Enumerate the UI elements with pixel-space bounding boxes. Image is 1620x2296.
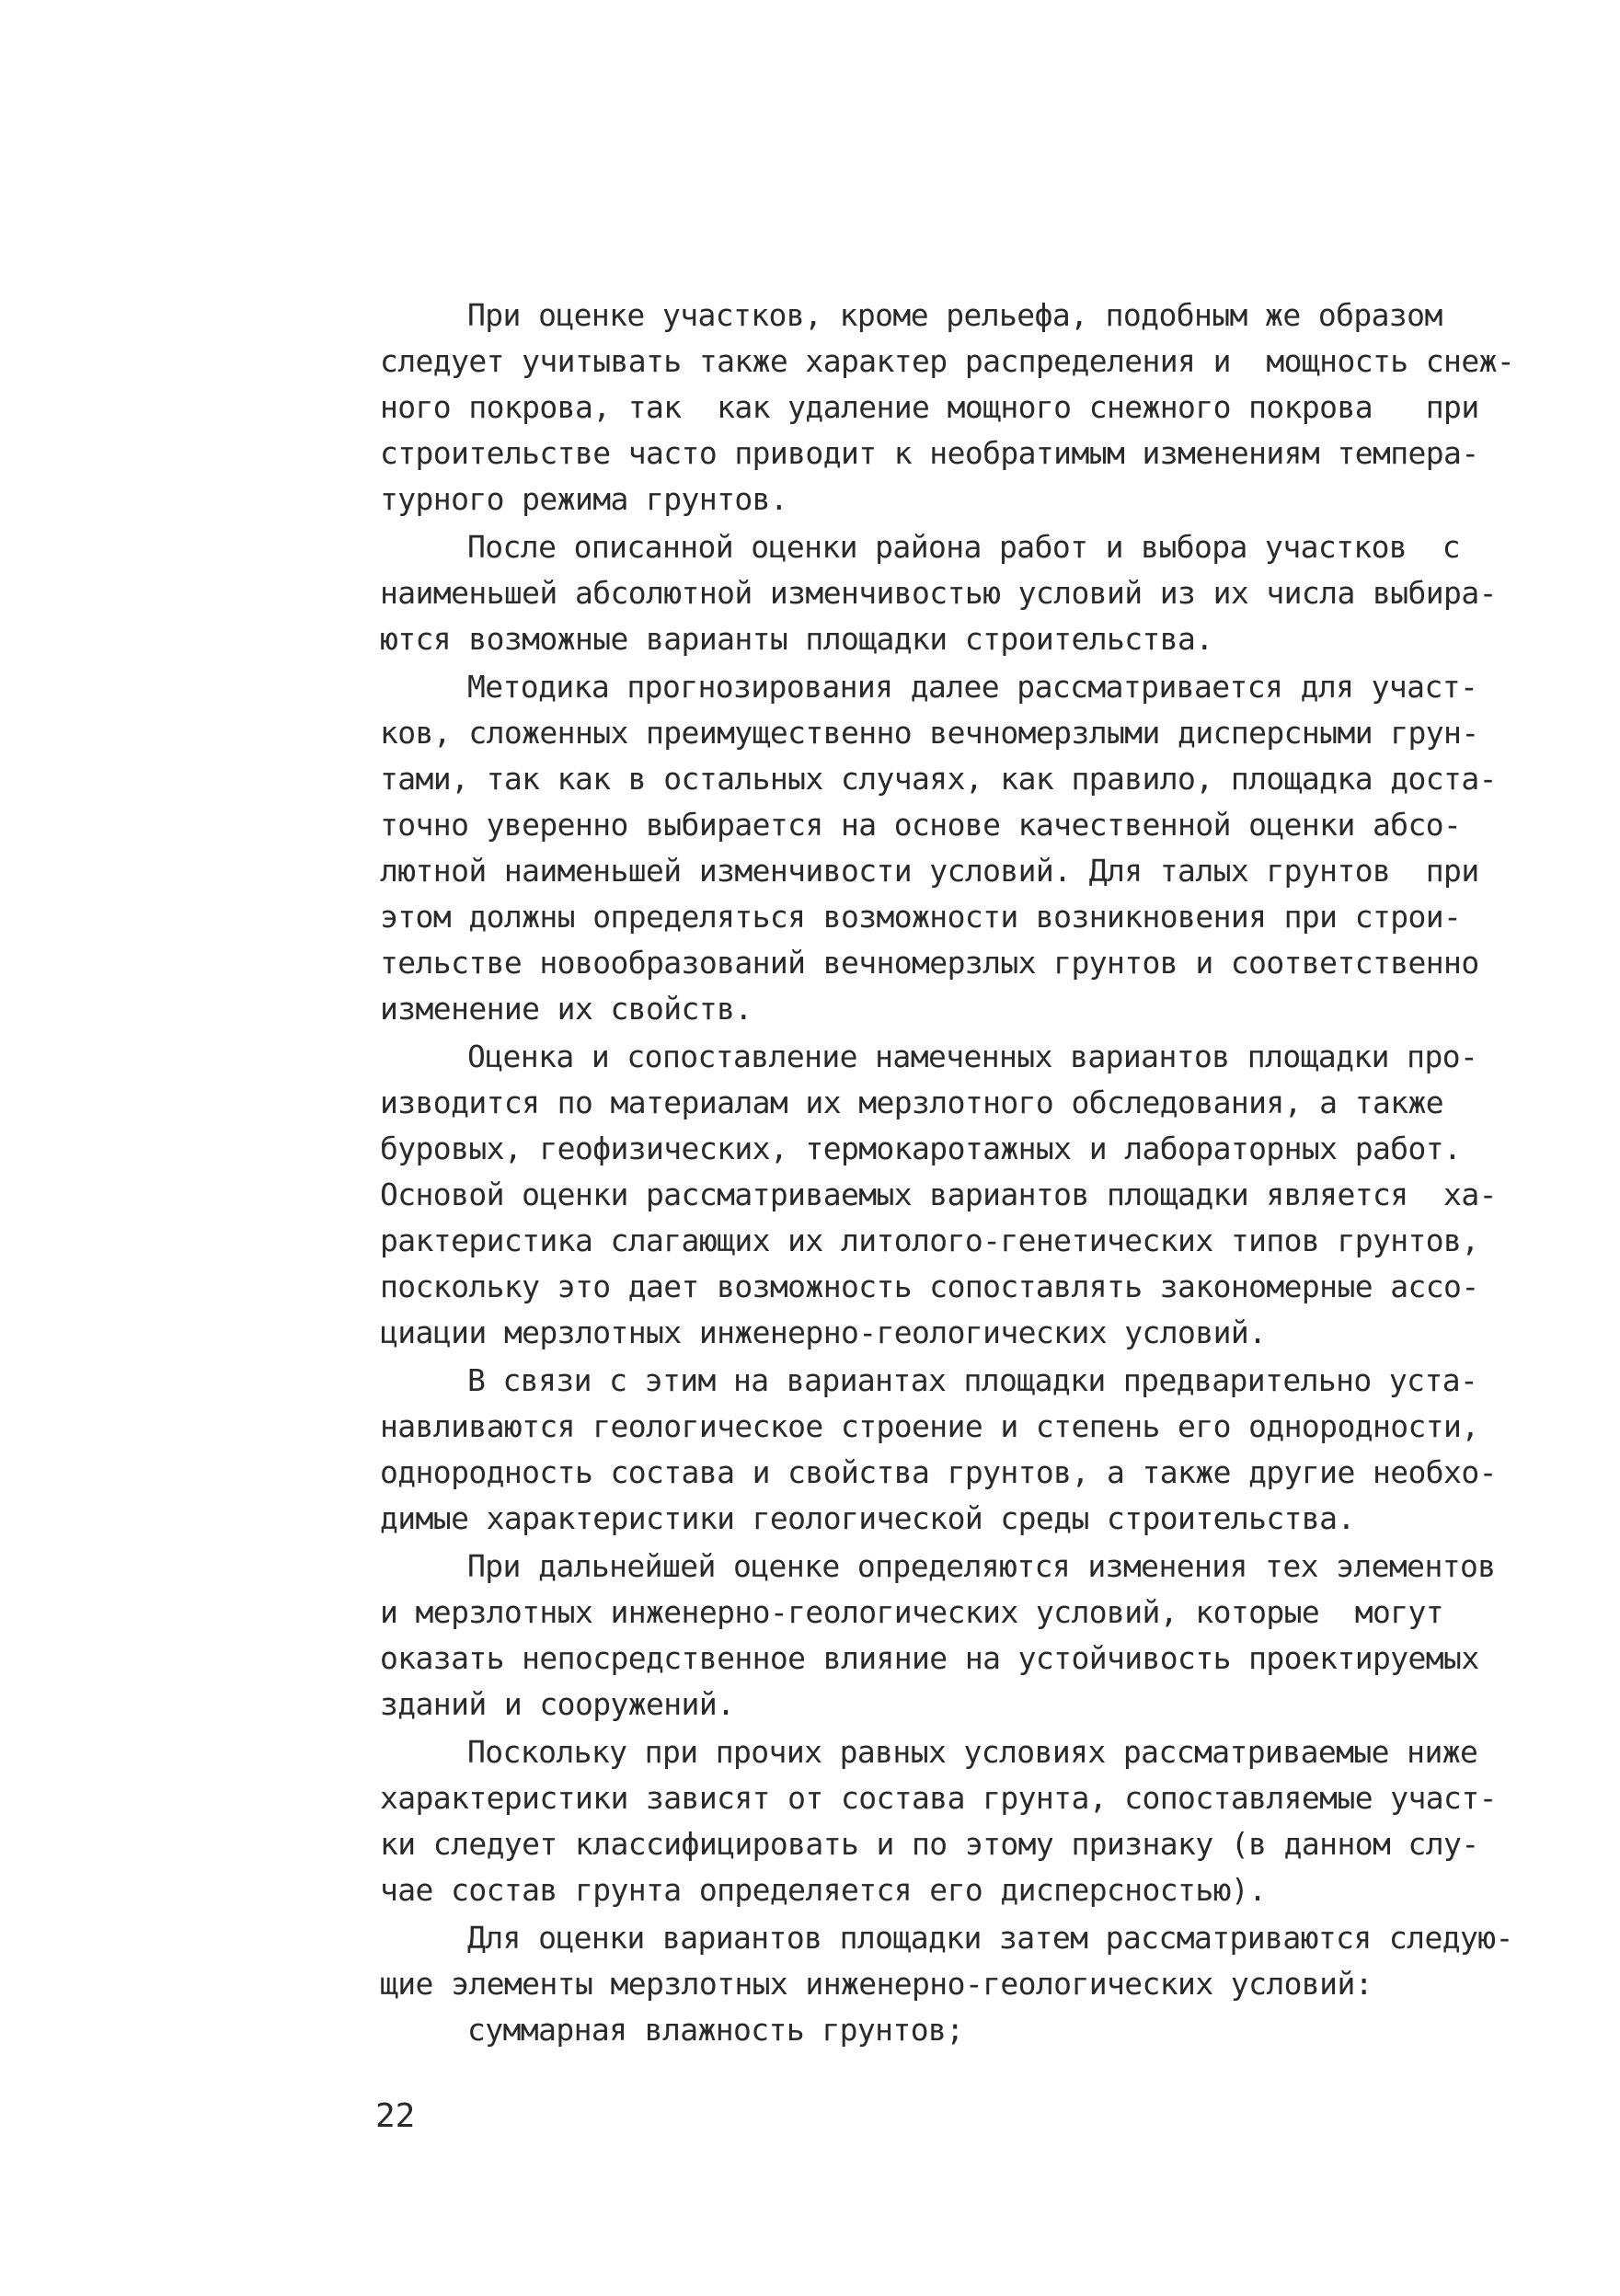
text-line: чае состав грунта определяется его дисперсностью). [380, 1872, 1267, 1908]
text-line: турного режима грунтов. [380, 481, 788, 517]
text-line: навливаются геологическое строение и степень его однородности, [380, 1408, 1479, 1444]
text-line: изводится по материалам их мерзлотного обследования, а также [380, 1085, 1444, 1120]
text-line: циации мерзлотных инженерно-геологических условий. [380, 1314, 1267, 1350]
text-line: димые характеристики геологической среды строительства. [380, 1500, 1355, 1536]
text-line: При оценке участков, кроме рельефа, подобным же образом [467, 297, 1442, 333]
text-line: точно уверенно выбирается на основе качественной оценки абсо- [380, 807, 1462, 843]
text-line: оказать непосредственное влияние на устойчивость проектируемых [380, 1640, 1479, 1676]
text-line: строительстве часто приводит к необратимым изменениям темпера- [380, 435, 1479, 471]
text-line: Поскольку при прочих равных условиях рассматриваемые ниже [467, 1734, 1478, 1770]
text-line: суммарная влажность грунтов; [467, 2012, 964, 2048]
text-line: рактеристика слагающих их литолого-генетических типов грунтов, [380, 1223, 1479, 1258]
body-text [380, 293, 1530, 2053]
text-line: Методика прогнозирования далее рассматривается для участ- [467, 669, 1478, 705]
text-line: буровых, геофизических, термокаротажных и лабораторных работ. [380, 1131, 1462, 1166]
text-line: характеристики зависят от состава грунта, сопоставляемые участ- [380, 1780, 1497, 1816]
text-line: При дальнейшей оценке определяются изменения тех элементов [467, 1548, 1496, 1584]
text-line: В связи с этим на вариантах площадки предварительно уста- [467, 1362, 1478, 1398]
text-line: После описанной оценки района работ и выбора участков с [467, 529, 1460, 565]
text-line: этом должны определяться возможности возникновения при строи- [380, 899, 1462, 935]
text-line: Основой оценки рассматриваемых вариантов площадки является ха- [380, 1177, 1497, 1212]
text-line: однородность состава и свойства грунтов, а также другие необхо- [380, 1454, 1497, 1490]
text-line: и мерзлотных инженерно-геологических условий, которые могут [380, 1594, 1444, 1630]
text-line: щие элементы мерзлотных инженерно-геологических условий: [380, 1966, 1373, 2002]
text-line: изменение их свойств. [380, 991, 753, 1027]
page-number: 22 [375, 2097, 416, 2135]
text-line: ного покрова, так как удаление мощного снежного покрова при [380, 389, 1479, 425]
text-line: тами, так как в остальных случаях, как правило, площадка доста- [380, 761, 1497, 797]
text-line: Оценка и сопоставление намеченных вариантов площадки про- [467, 1039, 1478, 1074]
text-line: ки следует классифицировать и по этому признаку (в данном слу- [380, 1826, 1479, 1862]
text-line: ков, сложенных преимущественно вечномерзлыми дисперсными грун- [380, 715, 1479, 751]
text-line: тельстве новообразований вечномерзлых грунтов и соответственно [380, 945, 1479, 981]
text-line: зданий и сооружений. [380, 1686, 735, 1722]
text-line: наименьшей абсолютной изменчивостью условий из их числа выбира- [380, 575, 1497, 611]
text-line: поскольку это дает возможность сопоставлять закономерные ассо- [380, 1269, 1479, 1304]
text-line: ются возможные варианты площадки строительства. [380, 621, 1213, 657]
text-line: лютной наименьшей изменчивости условий. Для талых грунтов при [380, 853, 1479, 889]
text-line: следует учитывать также характер распределения и мощность снеж- [380, 343, 1515, 379]
text-line: Для оценки вариантов площадки затем рассматриваются следую- [467, 1920, 1513, 1956]
